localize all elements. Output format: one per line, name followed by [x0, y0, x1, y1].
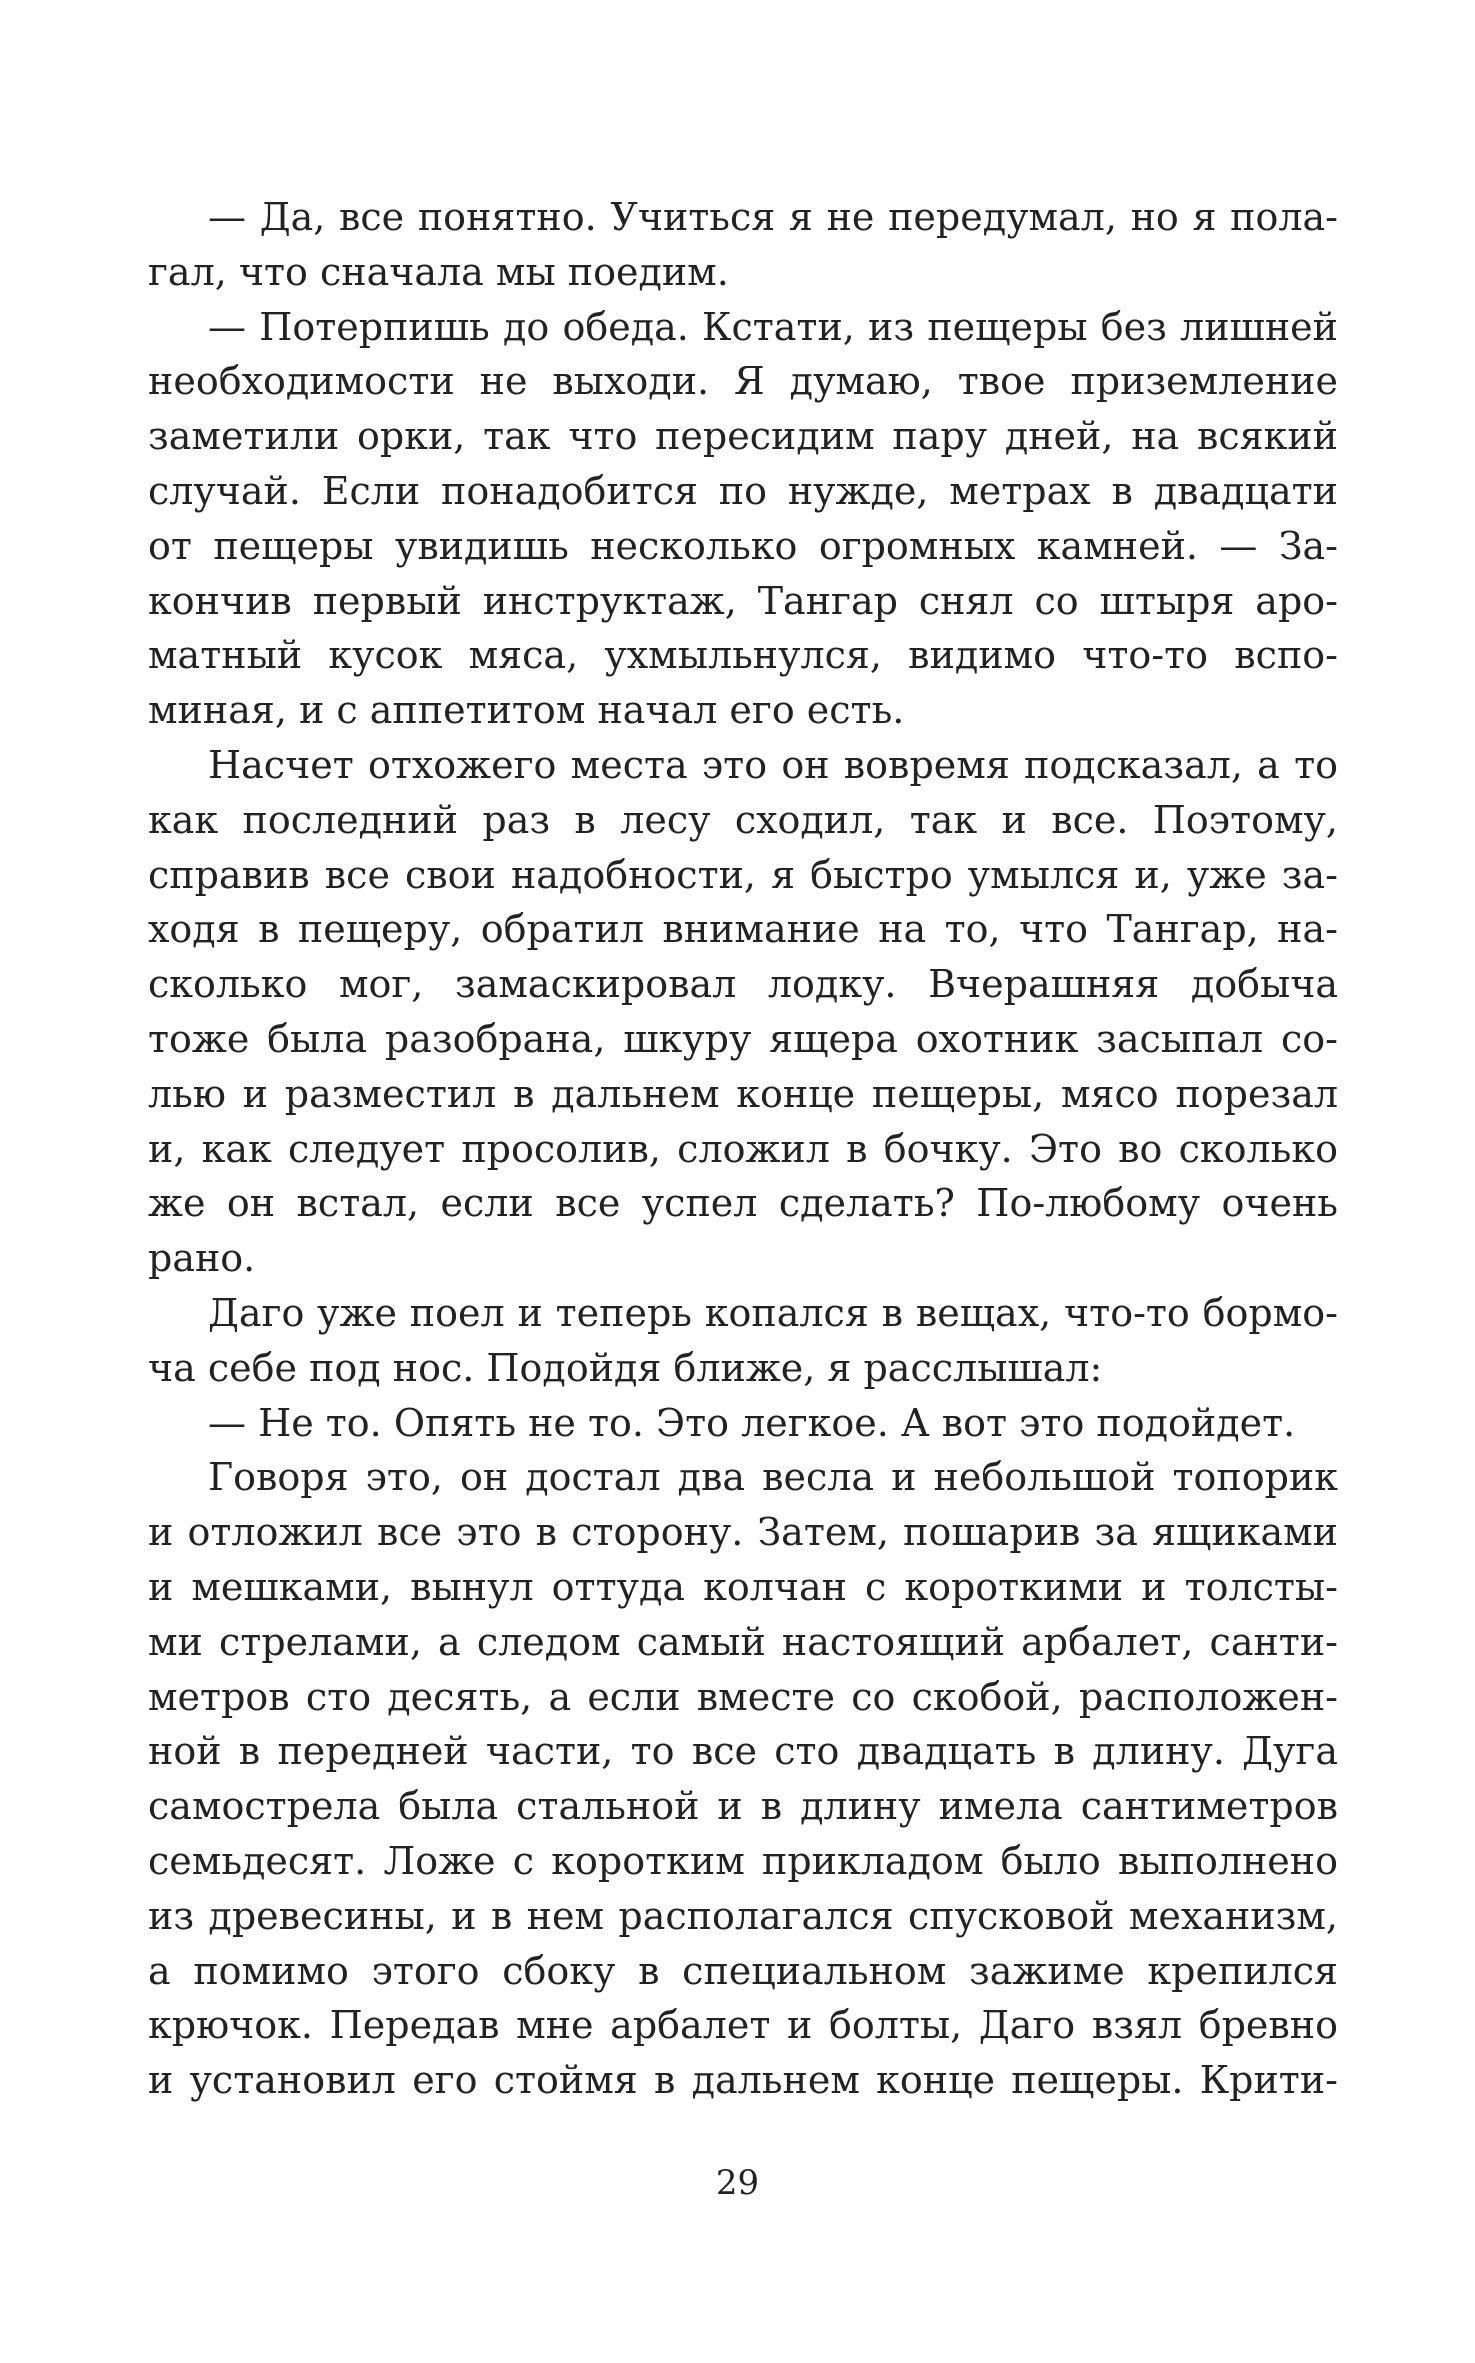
text-line: — Не то. Опять не то. Это легкое. А вот это подойдет.: [208, 1400, 1296, 1445]
text-line: сколько мог, замаскировал лодку. Вчерашняя добыча: [148, 962, 1338, 1007]
text-line: тоже была разобрана, шкуру ящера охотник засыпал со-: [148, 1016, 1338, 1061]
text-line: ча себе под нос. Подойдя ближе, я расслышал:: [148, 1345, 1103, 1390]
text-line: Насчет отхожего места это он вовремя подсказал, а то: [208, 742, 1338, 787]
text-line: справив все свои надобности, я быстро умылся и, уже за-: [148, 852, 1338, 897]
text-line: как последний раз в лесу сходил, так и все. Поэтому,: [148, 797, 1338, 842]
text-line: от пещеры увидишь несколько огромных камней. — За-: [148, 523, 1338, 568]
text-line: ходя в пещеру, обратил внимание на то, что Тангар, на-: [148, 907, 1338, 952]
text-line: Говоря это, он достал два весла и небольшой топорик: [208, 1455, 1338, 1500]
text-line: метров сто десять, а если вместе со скобой, расположен-: [148, 1674, 1338, 1719]
text-line: крючок. Передав мне арбалет и болты, Даго взял бревно: [148, 2003, 1338, 2048]
text-line: ной в передней части, то все сто двадцать в длину. Дуга: [148, 1729, 1338, 1774]
text-line: и мешками, вынул оттуда колчан с короткими и толсты-: [148, 1564, 1338, 1609]
text-line: необходимости не выходи. Я думаю, твое приземление: [148, 359, 1338, 404]
page-number: 29: [715, 2163, 760, 2203]
text-line: — Да, все понятно. Учиться я не передумал, но я пола-: [208, 195, 1338, 239]
text-line: семьдесят. Ложе с коротким прикладом было выполнено: [148, 1838, 1338, 1883]
text-line: заметили орки, так что пересидим пару дней, на всякий: [148, 414, 1338, 459]
text-line: лью и разместил в дальнем конце пещеры, мясо порезал: [148, 1071, 1338, 1116]
text-line: ми стрелами, а следом самый настоящий арбалет, санти-: [148, 1619, 1338, 1664]
text-line: кончив первый инструктаж, Тангар снял со штыря аро-: [148, 578, 1338, 623]
text-line: же он встал, если все успел сделать? По-любому очень: [148, 1181, 1338, 1226]
text-line: и, как следует просолив, сложил в бочку. Это во сколько: [148, 1126, 1338, 1171]
text-line: а помимо этого сбоку в специальном зажиме крепился: [148, 1948, 1338, 1993]
text-line: и установил его стоймя в дальнем конце пещеры. Крити-: [148, 2058, 1338, 2103]
text-line: рано.: [148, 1236, 256, 1281]
text-line: из древесины, и в нем располагался спусковой механизм,: [148, 1893, 1338, 1938]
text-line: случай. Если понадобится по нужде, метрах в двадцати: [148, 468, 1338, 513]
text-line: матный кусок мяса, ухмыльнулся, видимо что-то вспо-: [148, 633, 1338, 678]
text-line: гал, что сначала мы поедим.: [148, 249, 729, 294]
text-line: миная, и с аппетитом начал его есть.: [148, 688, 905, 733]
text-line: самострела была стальной и в длину имела сантиметров: [148, 1784, 1338, 1829]
body-text: [148, 190, 1338, 2108]
text-line: — Потерпишь до обеда. Кстати, из пещеры без лишней: [208, 304, 1338, 349]
text-line: Даго уже поел и теперь копался в вещах, что-то бормо-: [208, 1290, 1338, 1335]
text-line: и отложил все это в сторону. Затем, пошарив за ящиками: [148, 1510, 1338, 1555]
